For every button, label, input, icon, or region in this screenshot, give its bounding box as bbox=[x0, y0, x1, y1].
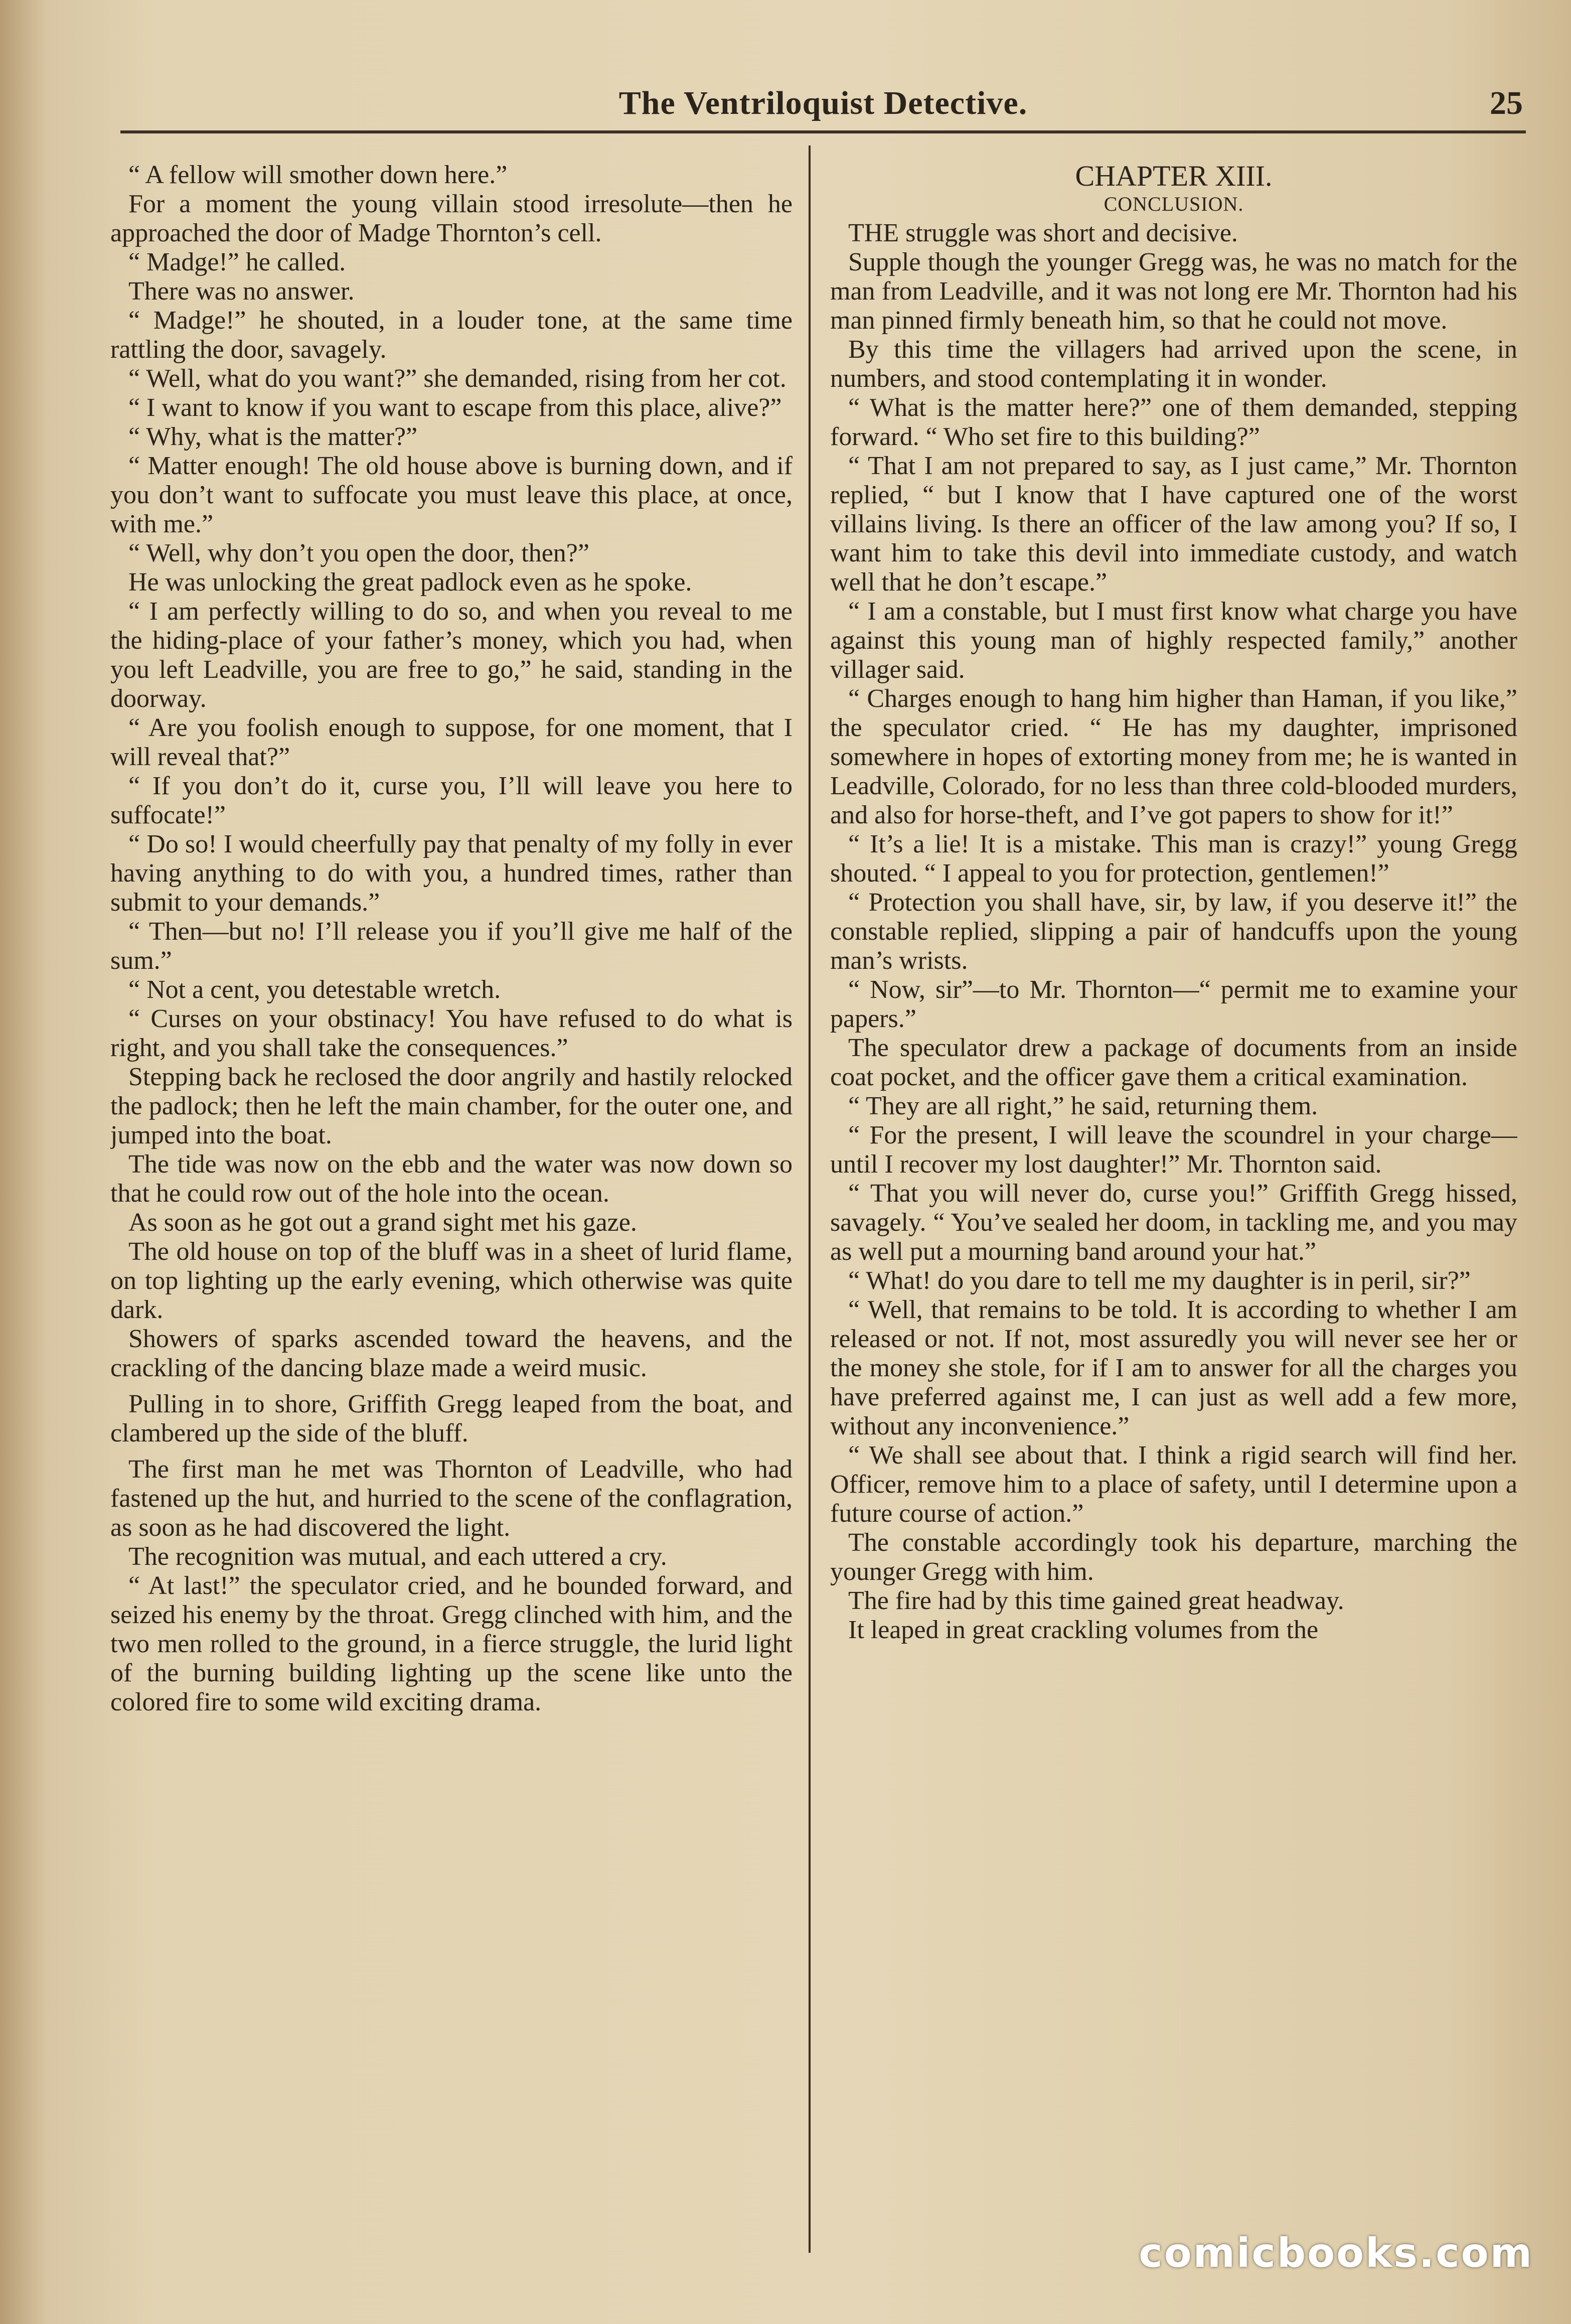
chapter-subtitle: CONCLUSION. bbox=[1104, 193, 1244, 215]
paragraph: “ Madge!” he called. bbox=[128, 248, 346, 276]
paragraph: “ It’s a lie! It is a mistake. This man is crazy!” young Gregg shouted. “ I appeal to you for protection, gentlemen!” bbox=[830, 830, 1517, 888]
page-header bbox=[120, 75, 1526, 133]
paragraph: As soon as he got out a grand sight met his gaze. bbox=[128, 1208, 637, 1237]
paragraph: Pulling in to shore, Griffith Gregg leaped from the boat, and clambered up the side of the bluff. bbox=[110, 1390, 793, 1447]
paragraph: The tide was now on the ebb and the water was now down so that he could row out of the hole into the ocean. bbox=[110, 1150, 793, 1208]
paragraph: “ I am perfectly willing to do so, and when you reveal to me the hiding-place of your father’s money, which you had, when you left Leadville, you are free to go,” he said, standing in the doorway. bbox=[110, 597, 793, 713]
paragraph: “ I want to know if you want to escape from this place, alive?” bbox=[128, 393, 782, 422]
paragraph: The old house on top of the bluff was in a sheet of lurid flame, on top lighting up the early evening, which otherwise was quite dark. bbox=[110, 1237, 793, 1324]
paragraph: “ Protection you shall have, sir, by law, if you deserve it!” the constable replied, slipping a pair of handcuffs upon the young man’s wrists. bbox=[830, 888, 1517, 975]
paragraph: By this time the villagers had arrived upon the scene, in numbers, and stood contemplating it in wonder. bbox=[830, 335, 1517, 393]
paragraph: There was no answer. bbox=[128, 277, 355, 306]
column-divider bbox=[809, 146, 811, 2253]
paragraph: “ Well, why don’t you open the door, then?” bbox=[128, 539, 589, 567]
paragraph: “ Well, that remains to be told. It is according to whether I am released or not. If not, most assuredly you will never see her or the money she stole, for if I am to answer for all the charges you have preferred against me, I can just as well add a few more, without any inconvenience.” bbox=[830, 1295, 1517, 1440]
chapter-title: CHAPTER XIII. bbox=[1075, 161, 1273, 192]
paragraph: The fire had by this time gained great headway. bbox=[848, 1586, 1344, 1615]
paragraph: “ Well, what do you want?” she demanded, rising from her cot. bbox=[128, 364, 787, 393]
right-column bbox=[830, 161, 1517, 2243]
paragraph: “ What is the matter here?” one of them demanded, stepping forward. “ Who set fire to this building?” bbox=[830, 393, 1517, 451]
paragraph: “ I am a constable, but I must first know what charge you have against this young man of highly respected family,” another villager said. bbox=[830, 597, 1517, 684]
paragraph: “ Are you foolish enough to suppose, for one moment, that I will reveal that?” bbox=[110, 713, 793, 771]
paragraph: It leaped in great crackling volumes from the bbox=[848, 1616, 1319, 1644]
paragraph: “ Why, what is the matter?” bbox=[128, 422, 418, 451]
paragraph: “ Curses on your obstinacy! You have refused to do what is right, and you shall take the consequences.” bbox=[110, 1004, 793, 1062]
paragraph: “ That I am not prepared to say, as I just came,” Mr. Thornton replied, “ but I know that I have captured one of the worst villains living. Is there an officer of the law among you? If so, I want him to take this devil into immediate custody, and watch well that he don’t escape.” bbox=[830, 452, 1517, 597]
paragraph: The speculator drew a package of documents from an inside coat pocket, and the officer gave them a critical examination. bbox=[830, 1034, 1517, 1091]
paragraph: “ Now, sir”—to Mr. Thornton—“ permit me to examine your papers.” bbox=[830, 975, 1517, 1033]
paragraph: Showers of sparks ascended toward the heavens, and the crackling of the dancing blaze made a weird music. bbox=[110, 1325, 793, 1382]
paragraph: “ At last!” the speculator cried, and he bounded forward, and seized his enemy by the throat. Gregg clinched with him, and the two men rolled to the ground, in a fierce struggle, the lurid light of the burning building lighting up the scene like unto the colored fire to some wild exciting drama. bbox=[110, 1571, 793, 1716]
paragraph: The first man he met was Thornton of Leadville, who had fastened up the hut, and hurried to the scene of the conflagration, as soon as he had discovered the light. bbox=[110, 1455, 793, 1542]
paragraph: Stepping back he reclosed the door angrily and hastily relocked the padlock; then he left the main chamber, for the outer one, and jumped into the boat. bbox=[110, 1063, 793, 1149]
paragraph: “ Madge!” he shouted, in a louder tone, at the same time rattling the door, savagely. bbox=[110, 306, 793, 364]
paragraph: “ For the present, I will leave the scoundrel in your charge—until I recover my lost daughter!” Mr. Thornton said. bbox=[830, 1121, 1517, 1179]
paragraph: “ If you don’t do it, curse you, I’ll will leave you here to suffocate!” bbox=[110, 772, 793, 829]
paragraph: “ That you will never do, curse you!” Griffith Gregg hissed, savagely. “ You’ve sealed her doom, in tackling me, and you may as well put a mourning band around your hat.” bbox=[830, 1179, 1517, 1266]
paragraph: “ We shall see about that. I think a rigid search will find her. Officer, remove him to a place of safety, until I determine upon a future course of action.” bbox=[830, 1441, 1517, 1528]
paragraph: For a moment the young villain stood irresolute—then he approached the door of Madge Thornton’s cell. bbox=[110, 190, 793, 247]
paragraph: The constable accordingly took his departure, marching the younger Gregg with him. bbox=[830, 1528, 1517, 1586]
paragraph: Supple though the younger Gregg was, he was no match for the man from Leadville, and it was not long ere Mr. Thornton had his man pinned firmly beneath him, so that he could not move. bbox=[830, 248, 1517, 335]
watermark: comicbooks.com bbox=[1139, 2230, 1533, 2276]
paragraph: “ A fellow will smother down here.” bbox=[128, 161, 508, 189]
paragraph: “ Matter enough! The old house above is burning down, and if you don’t want to suffocate you must leave this place, at once, with me.” bbox=[110, 452, 793, 538]
running-title: The Ventriloquist Detective. bbox=[618, 85, 1028, 121]
paragraph: “ Do so! I would cheerfully pay that penalty of my folly in ever having anything to do with you, a hundred times, rather than submit to your demands.” bbox=[110, 830, 793, 917]
paragraph: He was unlocking the great padlock even as he spoke. bbox=[128, 568, 692, 597]
paragraph: “ Charges enough to hang him higher than Haman, if you like,” the speculator cried. “ He has my daughter, imprisoned somewhere in hopes of extorting money from me; he is wanted in Leadville, Colorado, for no less than three cold-blooded murders, and also for horse-theft, and I’ve got papers to show for it!” bbox=[830, 684, 1517, 829]
paragraph: The recognition was mutual, and each uttered a cry. bbox=[128, 1542, 667, 1571]
paragraph: “ Not a cent, you detestable wretch. bbox=[128, 975, 501, 1004]
paragraph: “ What! do you dare to tell me my daughter is in peril, sir?” bbox=[848, 1266, 1471, 1295]
paragraph: “ Then—but no! I’ll release you if you’ll give me half of the sum.” bbox=[110, 917, 793, 975]
paragraph: THE struggle was short and decisive. bbox=[848, 219, 1238, 247]
paragraph: “ They are all right,” he said, returning them. bbox=[848, 1092, 1318, 1120]
left-column bbox=[110, 161, 793, 2243]
page-number: 25 bbox=[1490, 85, 1523, 121]
